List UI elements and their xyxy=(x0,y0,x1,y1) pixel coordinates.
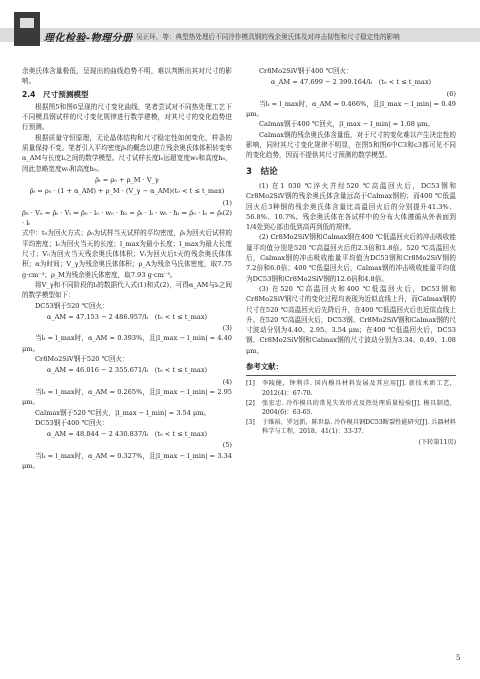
equation-number: (1) xyxy=(222,198,232,207)
divider xyxy=(246,375,456,376)
journal-name: 理化检验-物理分册 xyxy=(44,33,133,44)
equation: α_AM = 47.699 − 2 399.164/lₜ (t₀ < t ≤ t_max) xyxy=(270,78,432,87)
section-heading: 2.4 尺寸预测模型 xyxy=(22,89,89,99)
equation: ρ̄₀ · V₀ = ρ̄ₜ · Vₜ ⇒ ρ̄₀ · l₀ · w₀ · h₀ = ρ̄ₜ · lₜ · wₜ · hₜ ⇒ ρ̄₀ · l₀ = ρ̄ₜ · lₜ xyxy=(22,208,223,228)
left-column xyxy=(22,66,232,471)
equation: α_AM = 48.844 − 2 430.837/lₜ (t₀ < t ≤ t_max) xyxy=(46,430,208,439)
paragraph: 根据质量守恒原理，无论晶体结构和尺寸稳定性如何变化，样条的质量保持不变。笔者引入平均密度ρ̄ₜ的概念以建立残余奥氏体体积转变率α_AM与长度lₜ之间的数学模型。尺寸试样长度l₀远超宽度w₀和高度h₀，因此忽略宽度w₀和高度h₀。 xyxy=(22,133,232,173)
equation: α_AM = 47.153 − 2 486.957/lₜ (t₀ < t ≤ t_max) xyxy=(46,312,208,321)
paragraph: 式中：t₀为回火方式；ρ̄₀为试样当天试样的平均密度，ρ̄ₜ为回火后试样的平均密度；l₀为回火当天的长度；l_max为最小长度；l_max为最大长度尺寸；V₀为回火当天残余奥氏体体积；Vₜ为回火后t天的残余奥氏体体积；α为时间；V_γ为残余奥氏体体积；ρ_A为残余马氏体密度，取7.75 g·cm⁻³；ρ_M为残余奥氏体密度，取7.93 g·cm⁻³。 xyxy=(22,229,232,279)
reference-text: 张宏忠. 冷作模具的常见失效形式及热处理质量检验[J]. 模具制造，2004(6)：63-65. xyxy=(262,399,456,417)
reference-item xyxy=(246,399,456,418)
condition-label: Cr8Mo2SiV钢于520 ℃回火： xyxy=(35,355,129,364)
condition-label: Cr8Mo2SiV钢于400 ℃回火： xyxy=(259,67,353,75)
paragraph: 余奥氏体含量极低，呈现出的曲线趋势不明，难以判断出其对尺寸的影响。 xyxy=(22,67,232,86)
condition-label: DC53钢于400 ℃回火： xyxy=(35,418,109,427)
equation-number: (4) xyxy=(222,377,232,386)
paragraph: 根据图5和图6呈现的尺寸变化曲线，笔者尝试对不同热处理工艺下不同模具钢试样的尺寸变化规律进行数学建模，对其尺寸的变化趋势进行预测。 xyxy=(22,102,232,132)
equation: α_AM = 46.016 − 2 355.671/lₜ (t₀ < t ≤ t_max) xyxy=(46,366,208,375)
condition-label: DC53钢于520 ℃回火： xyxy=(35,301,109,310)
reference-number: [1] xyxy=(246,380,255,388)
equation-number: (6) xyxy=(446,89,456,98)
page-number: 5 xyxy=(456,654,461,662)
paragraph: 当lₜ = l_max时，α_AM = 0.393%，且|l_max − l_min| = 4.40 μm。 xyxy=(22,334,232,353)
equation-number: (5) xyxy=(222,441,232,450)
reference-text: 李陵健，钟利洋. 国内模具材料发展及其应用[J]. 新技术新工艺，2012(4)：67-70. xyxy=(262,380,456,397)
equation-number: (3) xyxy=(222,324,232,333)
page-header xyxy=(0,0,480,58)
reference-number: [3] xyxy=(246,418,255,426)
paragraph: 当lₜ = l_max时，α_AM = 0.466%，且|l_max − l_min| = 0.49 μm。 xyxy=(246,99,456,119)
equation: ρ̄ₜ = ρ₀ + ρ_M · V_γ xyxy=(95,175,159,184)
conclusion-item: (1) 在1 030 ℃淬火并经520 ℃高温回火后，DC53钢和Cr8Mo2SiV钢的残余奥氏体含量远高于Calmax钢的；而400 ℃低温回火后3种钢的残余奥氏体含量比高温回火后的分别提升41.3%、56.8%、10.7%。残余奥氏体在各试样中的分布大体遵循从外表面到1/4处到心部由低到高再到低的规律。 xyxy=(246,181,456,232)
paragraph: Calmax钢于520 ℃回火，|l_max − l_min| = 3.54 μm。 xyxy=(35,408,211,417)
paragraph: 当lₜ = l_max时，α_AM = 0.327%，且|l_max − l_min| = 3.34 μm。 xyxy=(22,451,232,470)
paragraph: Calmax钢的残余奥氏体含量低，对于尺寸的变化难以产生决定性的影响，同时其尺寸变化规律不明显，在图5和图6中C3和c3都可见不同的变化趋势，因而不提供其尺寸预测的数学模型。 xyxy=(246,130,456,160)
paragraph: Calmax钢于400 ℃回火，|l_max − l_min| = 1.08 μm。 xyxy=(259,120,435,129)
right-column xyxy=(246,66,456,448)
continued-note: (下转第11页) xyxy=(418,438,456,446)
reference-item xyxy=(246,379,456,398)
conclusion-item: (3) 在520 ℃高温回火和400 ℃低温回火后，DC53钢和Cr8Mo2SiV钢尺寸的变化过程均表现为近似直线上升，而Calmax钢的尺寸在520 ℃高温回火后先降后升，在400 ℃低温回火后也近似直线上升。在520 ℃高温回火后，DC53钢、Cr8Mo2SiV钢和Calmax钢的尺寸波动分别为4.40、2.95、3.54 μm；在400 ℃低温回火后，DC53钢、Cr8Mo2SiV钢和Calmax钢的尺寸波动分别为3.34、0.49、1.08 μm。 xyxy=(246,284,456,355)
paragraph: 当lₜ = l_max时，α_AM = 0.265%，且|l_max − l_min| = 2.95 μm。 xyxy=(22,387,232,407)
equation: ρ̄ₜ = ρ₀ · (1 + α_AM) + ρ_M · (V_γ − α_AM)(t₀ < t ≤ t_max) xyxy=(29,187,225,196)
journal-logo-icon xyxy=(14,12,40,46)
reference-text: 于维裕，罗远新，陈世磊. 冷作模具钢DC53断裂性能研究[J]. 兵器材料科学与工程，2018，41(1)：33-37. xyxy=(262,418,456,436)
section-heading: 3 结论 xyxy=(246,166,278,177)
conclusion-item: (2) Cr8Mo2SiV钢和Calmax钢在400 ℃低温回火后的冲击吸收能量平均值分别是520 ℃高温回火后的2.3倍和1.8倍。520 ℃高温回火后，Calmax钢的冲击吸收能量平均值为DC53钢和Cr8Mo2SiV钢的7.2倍和6.0倍；400 ℃低温回火后，Calmax钢的冲击吸收能量平均值为DC53钢和Cr8Mo2SiV钢的12.6倍和4.8倍。 xyxy=(246,233,456,283)
equation-number: (2) xyxy=(222,208,232,217)
references-heading: 参考文献： xyxy=(246,362,283,372)
reference-number: [2] xyxy=(246,399,255,407)
paragraph: 将V_γ和不同阶段的lₜ的数据代入式(1)和式(2)，可得α_AM与lₜ之间的数学模型如下： xyxy=(22,280,232,300)
running-title: 吴正环，等：典型热处理后不同冷作模具钢的残余奥氏体及对冲击韧性和尺寸稳定性的影响 xyxy=(136,33,400,41)
reference-item xyxy=(246,418,456,437)
